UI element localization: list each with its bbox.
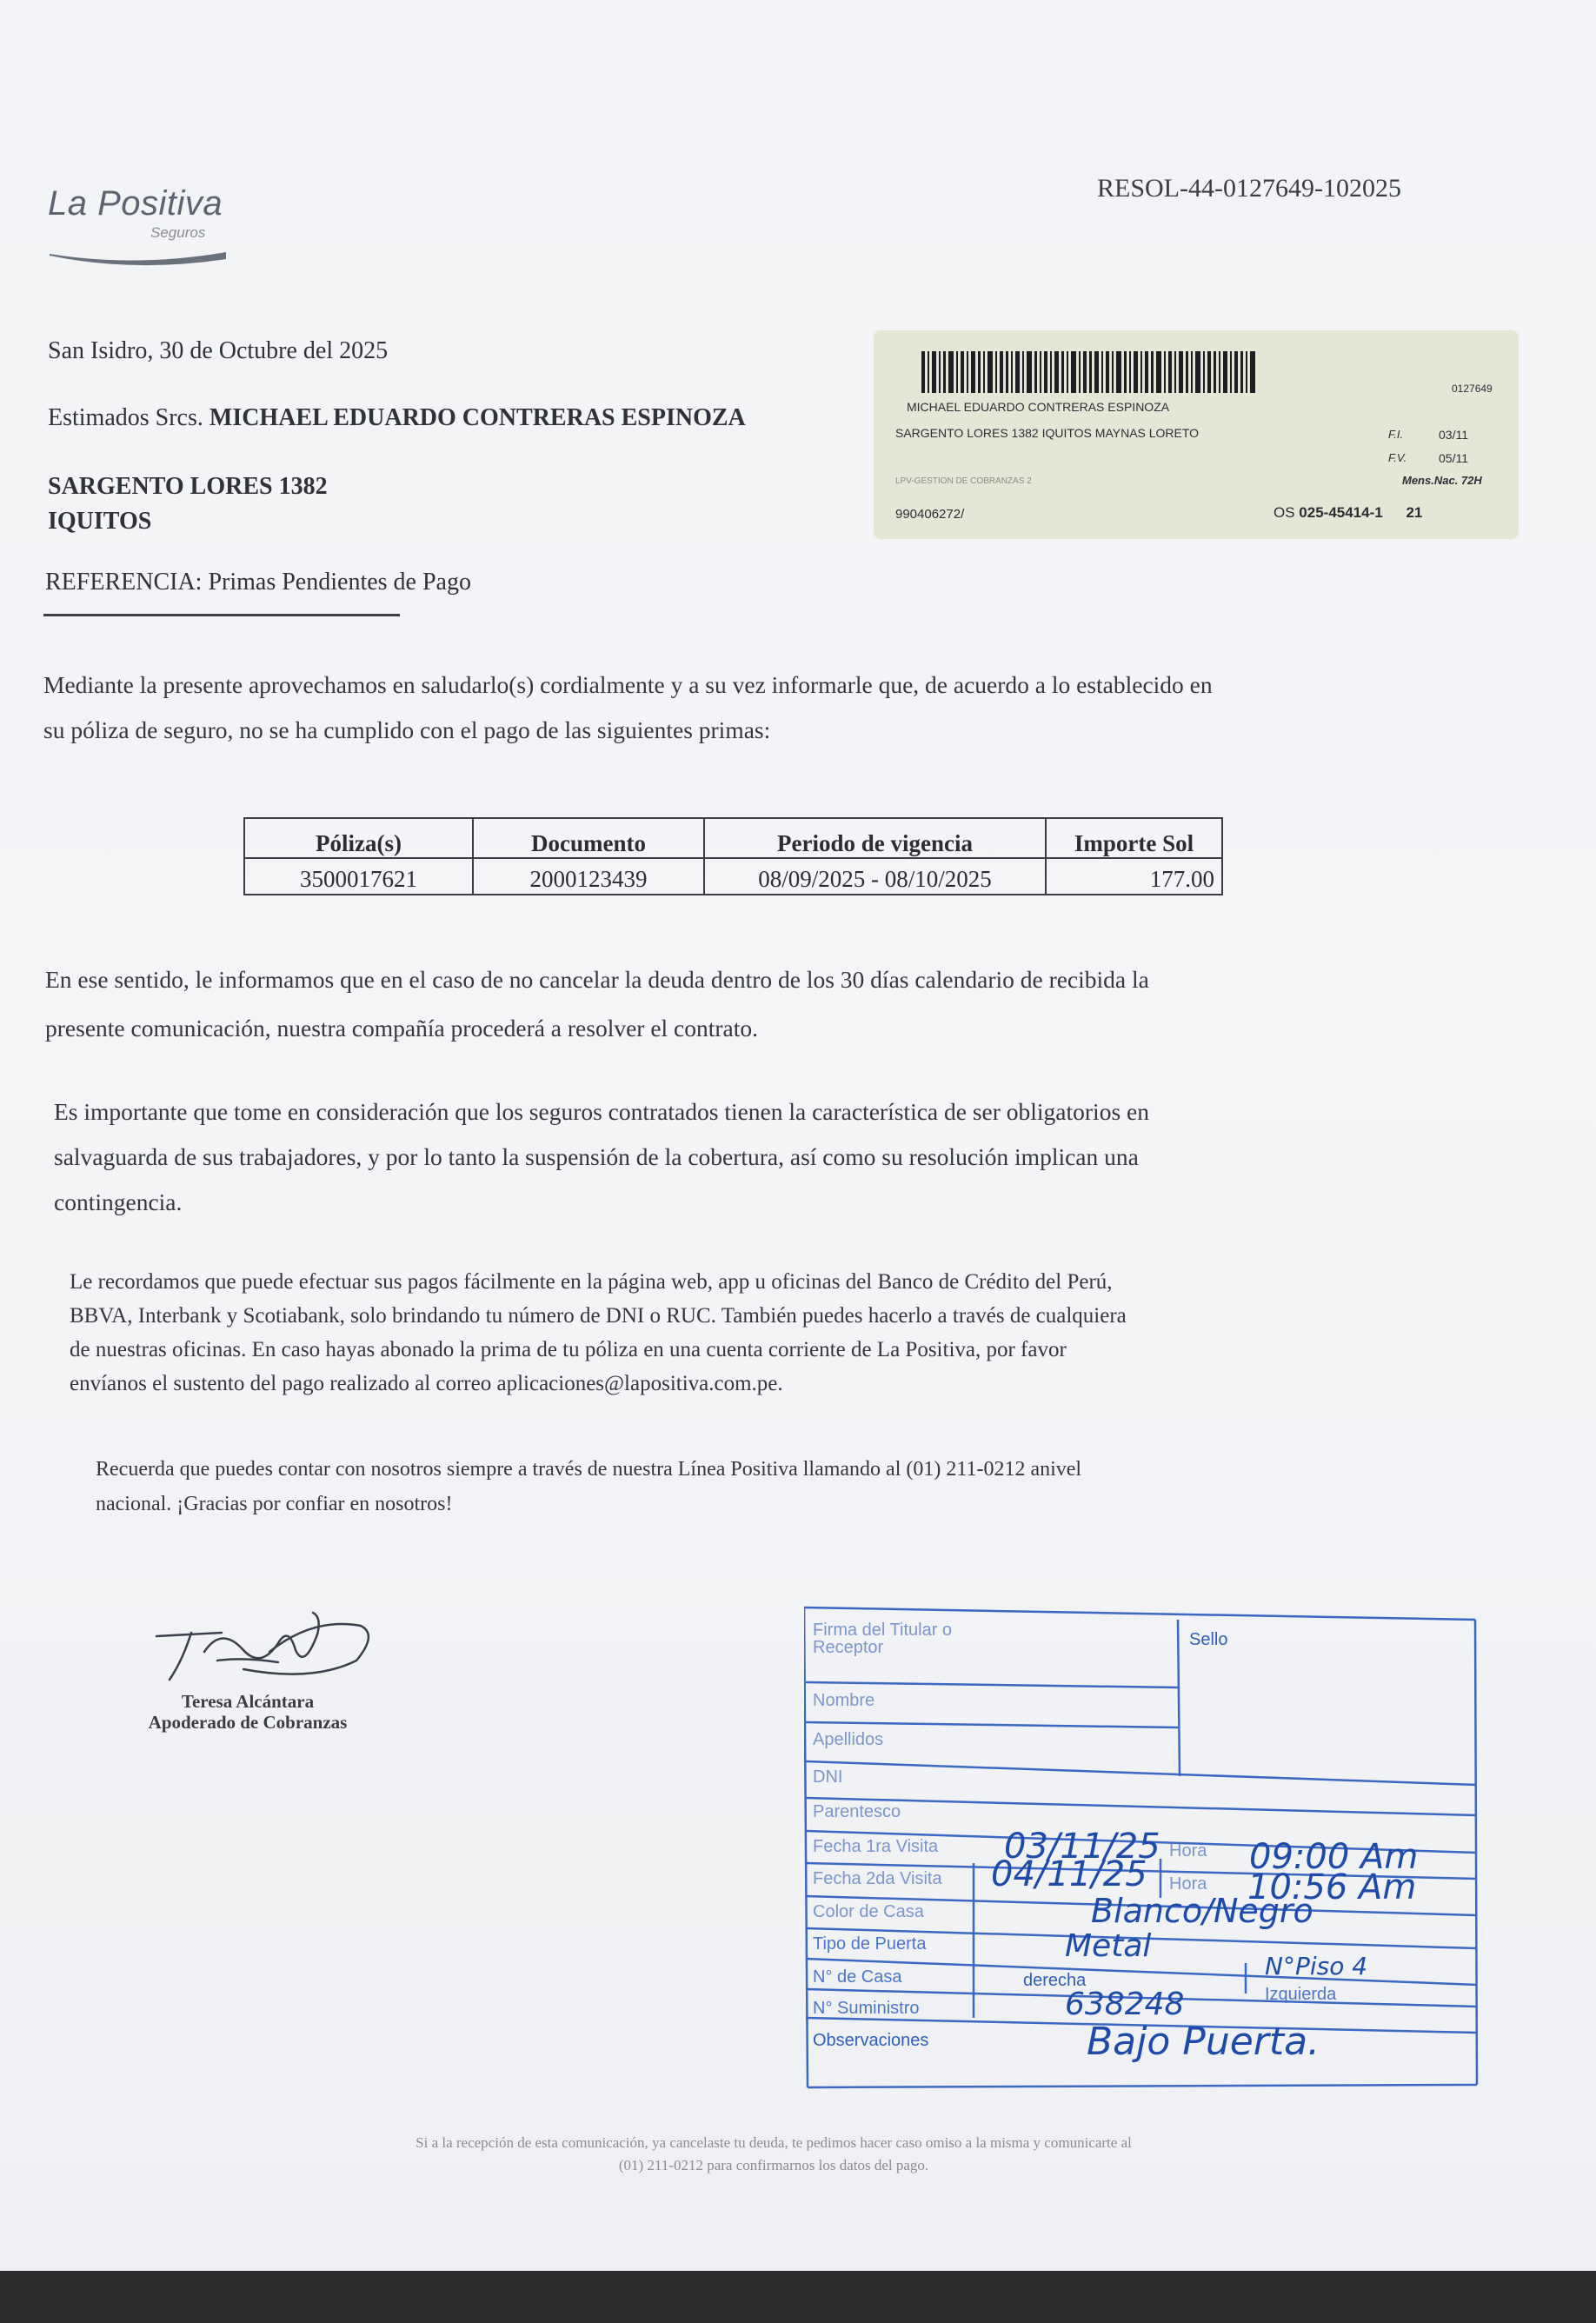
nombre-label: Nombre: [813, 1691, 875, 1710]
para4-line-2: BBVA, Interbank y Scotiabank, solo brindando tu número de DNI o RUC. También puedes hacerlo a través de cualquiera: [70, 1304, 1127, 1328]
intro-line-2: su póliza de seguro, no se ha cumplido con el pago de las siguientes primas:: [43, 716, 771, 743]
hora2-label: Hora: [1169, 1874, 1207, 1894]
fecha1-label: Fecha 1ra Visita: [813, 1837, 939, 1856]
reference: REFERENCIA: Primas Pendientes de Pago: [45, 569, 471, 596]
hora1-label: Hora: [1169, 1841, 1207, 1860]
para2-line-1: En ese sentido, le informamos que en el caso de no cancelar la deuda dentro de los 30 días calendario de recibida la: [45, 966, 1149, 993]
cell-documento: 2000123439: [473, 858, 704, 895]
footer-note: [252, 2132, 1295, 2177]
label-os-value: 025-45414-1: [1299, 504, 1383, 521]
col-importe: Importe Sol: [1046, 818, 1222, 858]
company-logo: [48, 184, 248, 271]
label-address: SARGENTO LORES 1382 IQUITOS MAYNAS LORETO: [895, 426, 1200, 440]
table-row: [244, 858, 1222, 895]
col-poliza: Póliza(s): [244, 818, 473, 858]
derecha-label: derecha: [1023, 1971, 1087, 1990]
salutation: [48, 404, 746, 432]
col-periodo: Periodo de vigencia: [704, 818, 1046, 858]
hora1-handwritten: 09:00 Am: [1249, 1837, 1419, 1877]
label-fi-label: F.I.: [1388, 428, 1404, 441]
cell-periodo: 08/09/2025 - 08/10/2025: [704, 858, 1046, 895]
address-line-1: SARGENTO LORES 1382: [48, 473, 328, 500]
barcode-icon: [921, 351, 1260, 393]
suministro-label: N° Suministro: [813, 1999, 920, 2018]
place-date: San Isidro, 30 de Octubre del 2025: [48, 337, 389, 364]
intro-paragraph: [43, 662, 1439, 753]
label-fv-label: F.V.: [1388, 451, 1407, 464]
para5-line-2: nacional. ¡Gracias por confiar en nosotros!: [96, 1493, 453, 1515]
paragraph-2: [45, 955, 1440, 1053]
cell-importe: 177.00: [1046, 858, 1222, 895]
fecha2-label: Fecha 2da Visita: [813, 1869, 942, 1888]
para3-line-2: salvaguarda de sus trabajadores, y por lo tanto la suspensión de la cobertura, así como su resolución implican una: [54, 1143, 1139, 1170]
reference-underline: [43, 614, 400, 616]
fecha2-handwritten: 04/11/25: [991, 1854, 1147, 1894]
para3-line-1: Es importante que tome en consideración que los seguros contratados tienen la característica de ser obligatorios en: [54, 1098, 1149, 1125]
signer-title: Apoderado de Cobranzas: [148, 1712, 348, 1733]
logo-subtitle: Seguros: [150, 224, 206, 241]
pending-premiums-table: [243, 817, 1223, 895]
footer-line-2: (01) 211-0212 para confirmarnos los datos del pago.: [618, 2157, 929, 2173]
recipient-name: MICHAEL EDUARDO CONTRERAS ESPINOZA: [209, 404, 746, 431]
handwritten-signature-icon: [139, 1600, 382, 1691]
signer-block: [130, 1691, 365, 1733]
delivery-stamp-form: [804, 1602, 1479, 2089]
para5-line-1: Recuerda que puedes contar con nosotros siempre a través de nuestra Línea Positiva llamando al (01) 211-0212 anivel: [96, 1458, 1082, 1481]
salutation-prefix: Estimados Srcs.: [48, 404, 203, 431]
dni-label: DNI: [813, 1767, 843, 1787]
address-label: [874, 330, 1519, 539]
label-fi-value: 03/11: [1439, 428, 1468, 442]
label-fv-value: 05/11: [1439, 451, 1468, 465]
label-os: [1273, 504, 1422, 522]
background-surface: [0, 2271, 1596, 2323]
intro-line-1: Mediante la presente aprovechamos en saludarlo(s) cordialmente y a su vez informarle que, de acuerdo a lo establecido en: [43, 671, 1213, 698]
izquierda-label: Izquierda: [1265, 1985, 1337, 2004]
label-os-prefix: OS: [1273, 504, 1295, 521]
puerta-label: Tipo de Puerta: [813, 1934, 927, 1954]
para3-line-3: contingencia.: [54, 1188, 183, 1215]
paragraph-5: [96, 1452, 1443, 1521]
casa-label: N° de Casa: [813, 1967, 902, 1987]
address-line-2: IQUITOS: [48, 508, 152, 535]
sello-label: Sello: [1189, 1630, 1228, 1649]
observaciones-handwritten: Bajo Puerta.: [1087, 2020, 1320, 2064]
para2-line-2: presente comunicación, nuestra compañía procederá a resolver el contrato.: [45, 1015, 759, 1042]
label-barcode-number: 0127649: [1452, 383, 1493, 395]
para4-line-1: Le recordamos que puede efectuar sus pagos fácilmente en la página web, app u oficinas del Banco de Crédito del Perú,: [70, 1270, 1113, 1294]
apellidos-label: Apellidos: [813, 1730, 884, 1749]
color-label: Color de Casa: [813, 1902, 924, 1921]
observaciones-label: Observaciones: [813, 2031, 929, 2050]
resolution-code: RESOL-44-0127649-102025: [1097, 174, 1401, 203]
parentesco-label: Parentesco: [813, 1802, 901, 1821]
label-name: MICHAEL EDUARDO CONTRERAS ESPINOZA: [907, 400, 1170, 414]
footer-line-1: Si a la recepción de esta comunicación, ya cancelaste tu deuda, te pedimos hacer caso omiso a la misma y comunicarte al: [416, 2134, 1132, 2151]
paragraph-4: [70, 1265, 1443, 1401]
hora2-handwritten: 10:56 Am: [1247, 1867, 1417, 1907]
logo-swoosh-icon: [48, 236, 230, 271]
suministro-handwritten: 638248: [1065, 1987, 1185, 2022]
pisos-handwritten: N°Piso 4: [1265, 1952, 1368, 1980]
para4-line-3: de nuestras oficinas. En caso hayas abonado la prima de tu póliza en una cuenta corriente de La Positiva, por favor: [70, 1338, 1067, 1361]
col-documento: Documento: [473, 818, 704, 858]
puerta-handwritten: Metal: [1065, 1928, 1152, 1964]
logo-name: La Positiva: [48, 184, 223, 223]
color-handwritten: Blanco/Negro: [1091, 1892, 1313, 1930]
table-header-row: [244, 818, 1222, 858]
signer-name: Teresa Alcántara: [181, 1691, 315, 1712]
label-os-number: 21: [1406, 504, 1423, 521]
firma-label: Firma del Titular o Receptor: [813, 1621, 953, 1657]
label-service: Mens.Nac. 72H: [1402, 474, 1482, 487]
label-code: 990406272/: [895, 507, 965, 522]
para4-line-4: envíanos el sustento del pago realizado al correo aplicaciones@lapositiva.com.pe.: [70, 1372, 783, 1395]
paragraph-3: [54, 1089, 1443, 1225]
label-department: LPV-GESTION DE COBRANZAS 2: [895, 476, 1032, 486]
fecha1-handwritten: 03/11/25: [1004, 1827, 1160, 1867]
cell-poliza: 3500017621: [244, 858, 473, 895]
